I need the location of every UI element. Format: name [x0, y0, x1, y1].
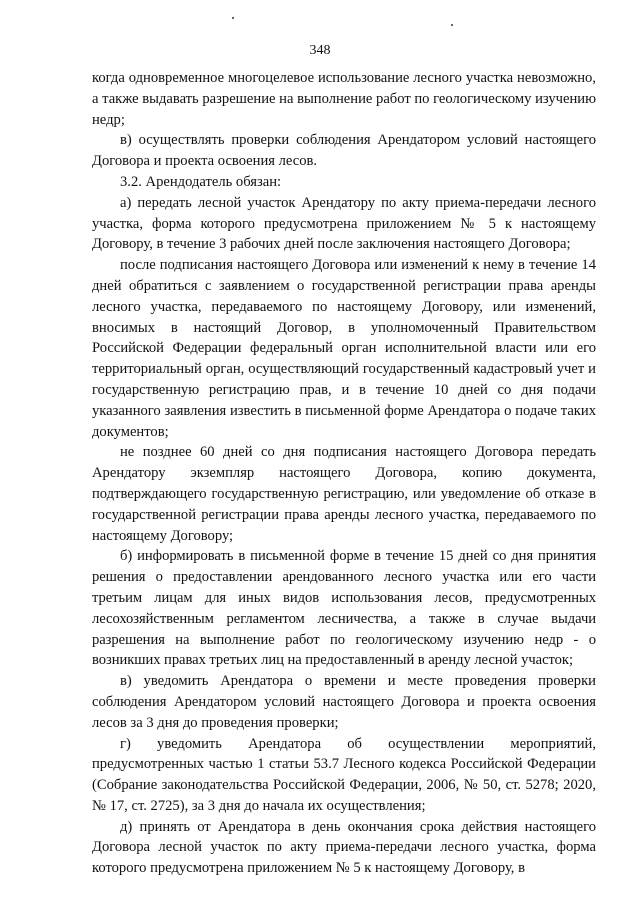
paragraph-item-b: б) информировать в письменной форме в течение 15 дней со дня принятия решения о предоставлении арендованного лесного участка или его части третьим лицам для иных видов использования лесов, предусмотренных лесохозяйственным регламентом лесничества, а также в случае выдачи разрешения на выполнение работ по геологическому изучению недр - о возникших правах третьих лиц на предоставленный в аренду лесной участок; [92, 548, 596, 669]
paragraph-item-a: а) передать лесной участок Арендатору по акту приема-передачи лесного участка, форма которого предусмотрена приложением № 5 к настоящему Договору, в течение 3 рабочих дней после заключения настоящего Договора; [92, 194, 596, 253]
document-body [92, 68, 596, 879]
paragraph-item-v: в) осуществлять проверки соблюдения Арендатором условий настоящего Договора и проекта освоения лесов. [92, 132, 596, 170]
paragraph-registration: после подписания настоящего Договора или изменений к нему в течение 14 дней обратиться с заявлением о государственной регистрации права аренды лесного участка, передаваемого по настоящему Договору, или изменений, вносимых в настоящий Договор, в уполномоченный Правительством Российской Федерации федеральный орган исполнительной власти или его территориальный орган, осуществляющий государственный кадастровый учет и государственную регистрацию прав, и в течение 10 дней со дня подачи указанного заявления известить в письменной форме Арендатора о подаче таких документов; [92, 257, 596, 440]
section-heading-3-2: 3.2. Арендодатель обязан: [120, 173, 282, 190]
paragraph-transfer-copy: не позднее 60 дней со дня подписания настоящего Договора передать Арендатору экземпляр настоящего Договора, копию документа, подтверждающего государственную регистрацию, или уведомление об отказе в государственной регистрации права аренды лесного участка, передаваемого по настоящему Договору; [92, 444, 596, 544]
paragraph-continuation: когда одновременное многоцелевое использование лесного участка невозможно, а также выдавать разрешение на выполнение работ по геологическому изучению недр; [92, 70, 596, 128]
paragraph-item-d: д) принять от Арендатора в день окончания срока действия настоящего Договора лесной участок по акту приема-передачи лесного участка, форма которого предусмотрена приложением № 5 к настоящему Договору, в [92, 818, 596, 877]
paragraph-item-g: г) уведомить Арендатора об осуществлении мероприятий, предусмотренных частью 1 статьи 53.7 Лесного кодекса Российской Федерации (Собрание законодательства Российской Федерации, 2006, № 50, ст. 5278; 2020, № 17, ст. 2725), за 3 дня до начала их осуществления; [92, 735, 596, 814]
page-number: 348 [309, 43, 331, 58]
scan-speck [451, 24, 453, 26]
scan-speck [232, 17, 234, 19]
paragraph-item-v-notify: в) уведомить Арендатора о времени и месте проведения проверки соблюдения Арендатором условий настоящего Договора и проекта освоения лесов за 3 дня до проведения проверки; [92, 673, 596, 731]
